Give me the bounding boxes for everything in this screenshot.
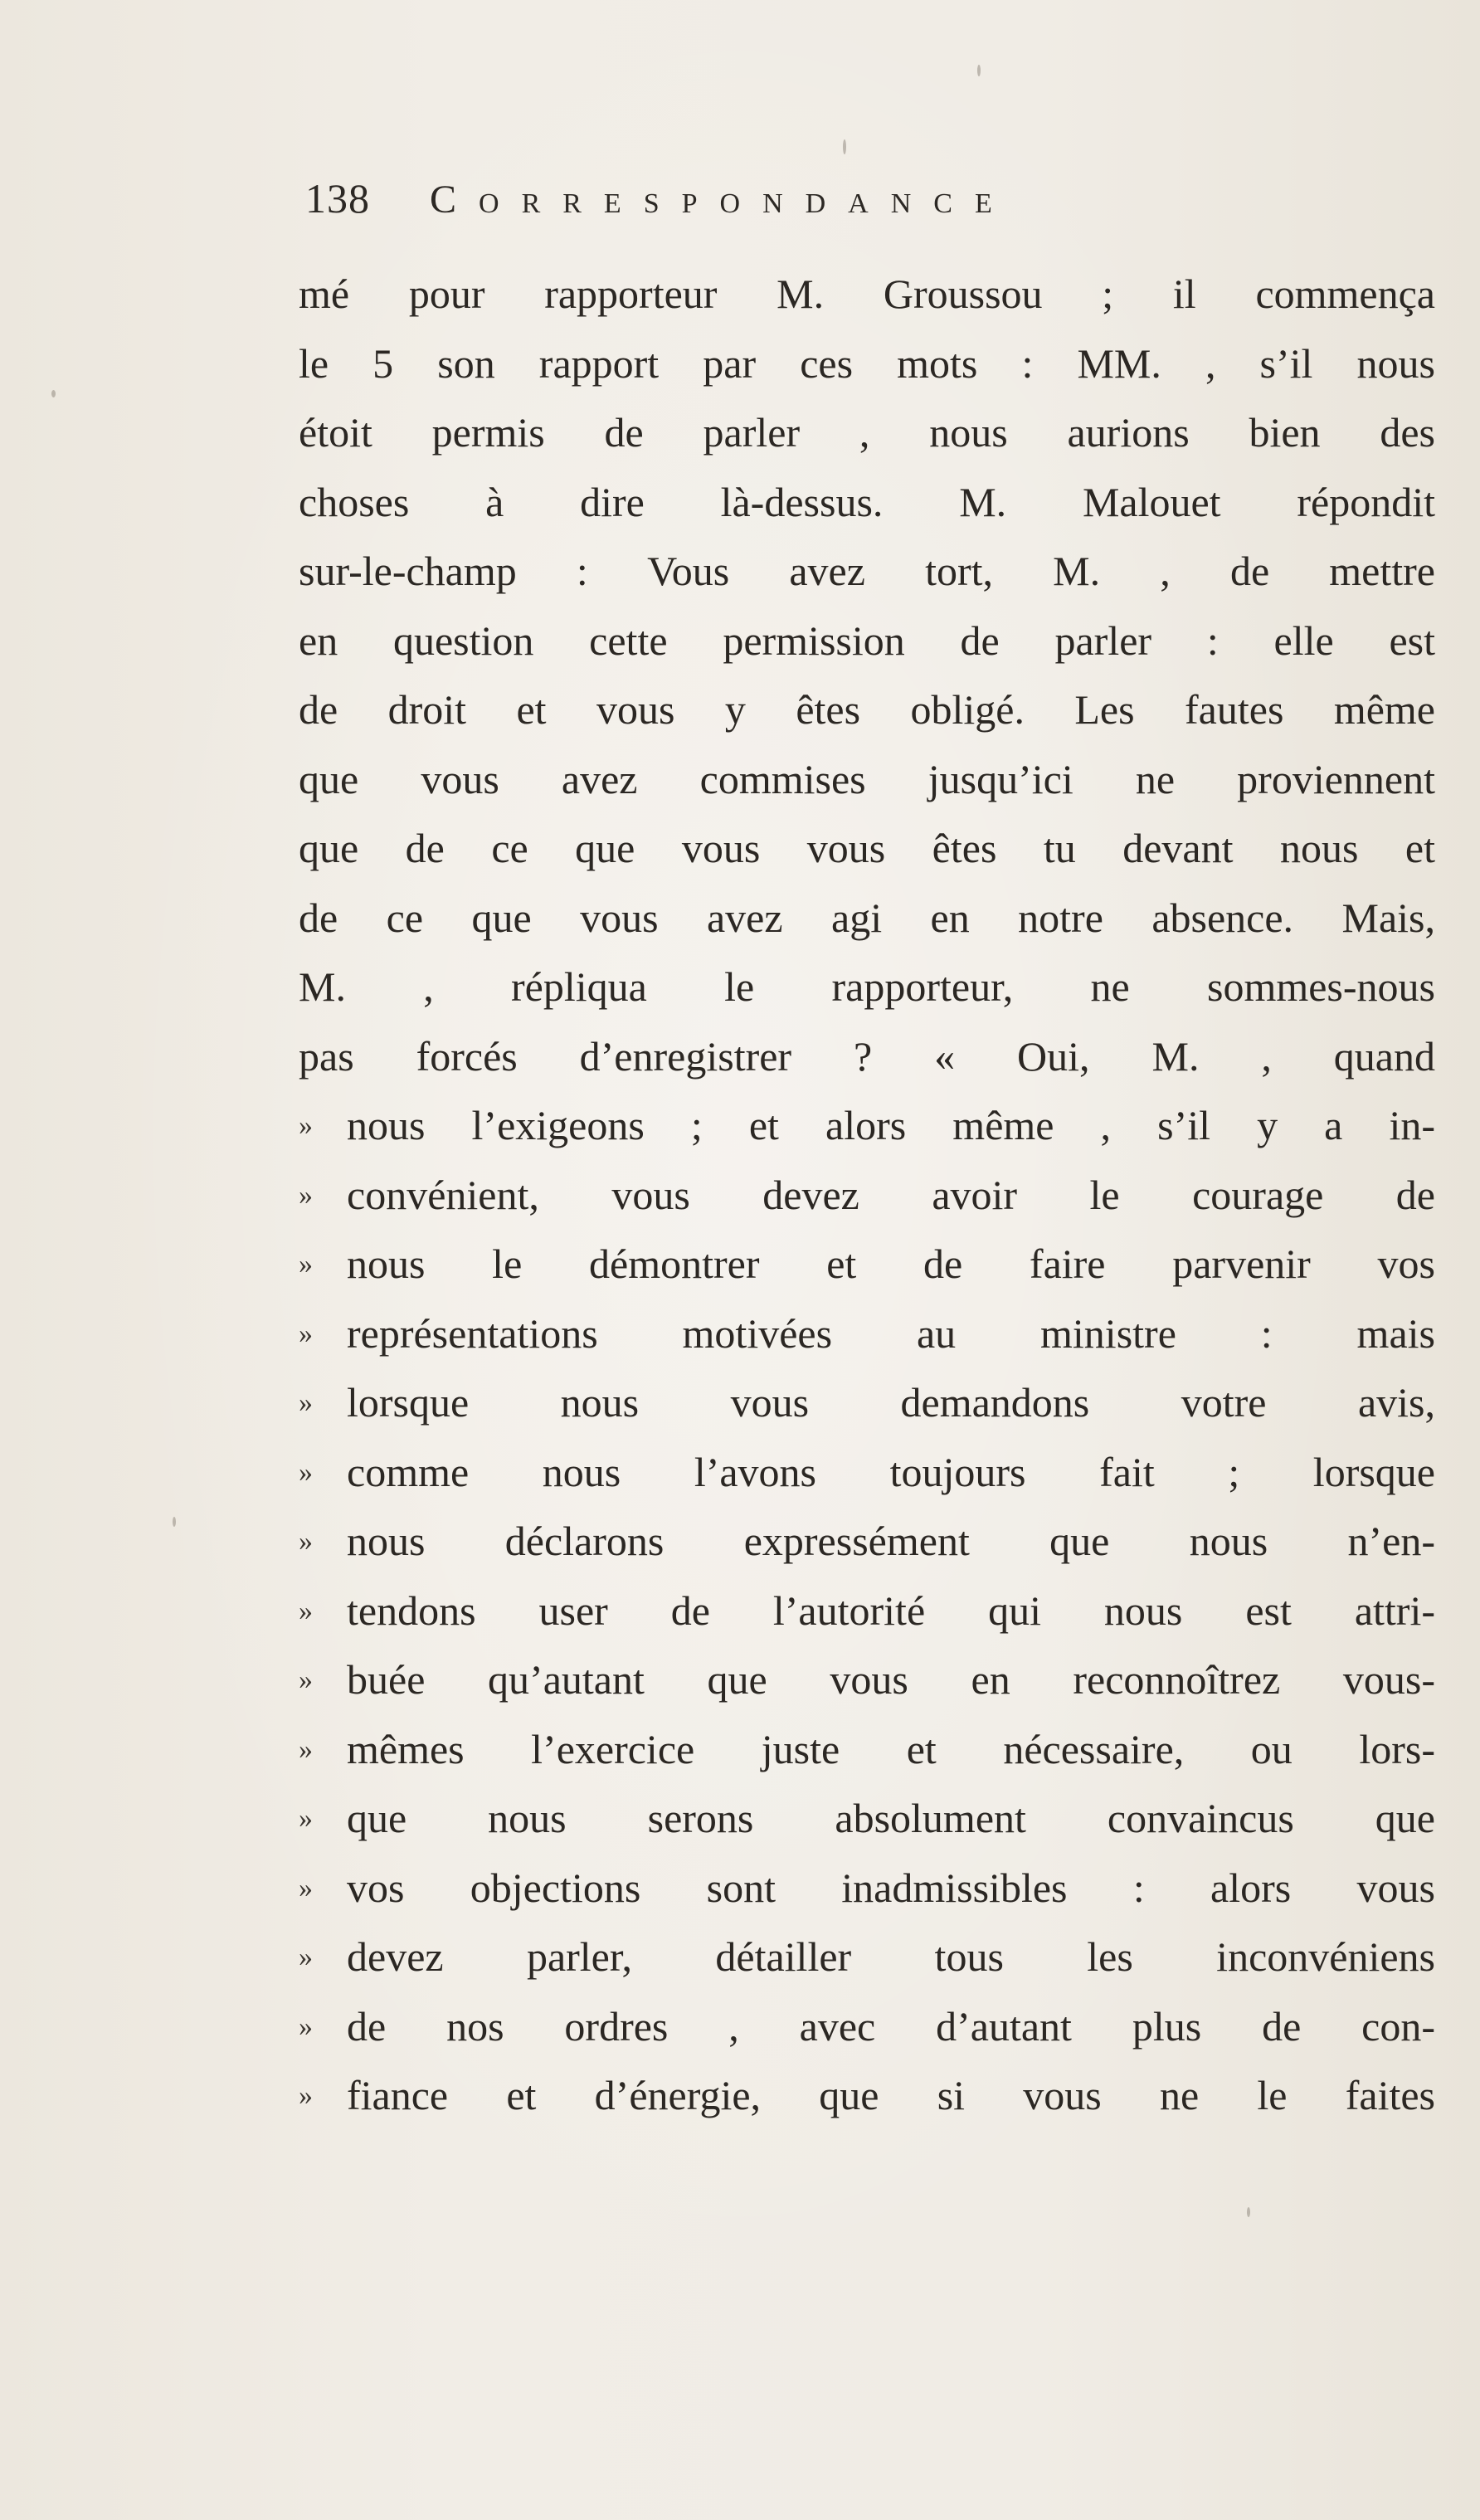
text-line bbox=[299, 1645, 1435, 1715]
quote-mark: » bbox=[299, 1249, 313, 1279]
paper-speck bbox=[51, 390, 56, 397]
quote-mark: » bbox=[299, 1110, 313, 1141]
text-line bbox=[299, 1438, 1435, 1508]
text-line bbox=[299, 1992, 1435, 2062]
line-text: pas forcés d’enregistrer ? « Oui, M. , quand bbox=[299, 1032, 1435, 1080]
line-text: mé pour rapporteur M. Groussou ; il commença bbox=[299, 271, 1435, 317]
line-text: nous déclarons expressément que nous n’en- bbox=[347, 1518, 1435, 1564]
text-line bbox=[299, 1022, 1435, 1092]
quote-mark: » bbox=[299, 1803, 313, 1834]
text-line bbox=[299, 814, 1435, 884]
quote-mark: » bbox=[299, 1872, 313, 1903]
text-line bbox=[299, 745, 1435, 815]
text-line bbox=[299, 1923, 1435, 1992]
quote-mark: » bbox=[299, 1318, 313, 1349]
text-line bbox=[299, 1368, 1435, 1438]
line-text: buée qu’autant que vous en reconnoîtrez vous- bbox=[347, 1656, 1435, 1703]
quote-mark: » bbox=[299, 1387, 313, 1418]
text-line bbox=[299, 260, 1435, 329]
text-line bbox=[299, 398, 1435, 468]
text-line bbox=[299, 1091, 1435, 1161]
quote-mark: » bbox=[299, 1733, 313, 1765]
paper-speck bbox=[843, 139, 846, 154]
text-line bbox=[299, 1161, 1435, 1231]
text-line bbox=[299, 1507, 1435, 1577]
line-text: de droit et vous y êtes obligé. Les fautes même bbox=[299, 686, 1435, 733]
paper-speck bbox=[977, 65, 981, 76]
line-text: convénient, vous devez avoir le courage de bbox=[347, 1171, 1435, 1218]
text-line bbox=[299, 1784, 1435, 1854]
line-text: en question cette permission de parler : elle est bbox=[299, 617, 1435, 664]
line-text: fiance et d’énergie, que si vous ne le faites bbox=[347, 2072, 1435, 2118]
line-text: devez parler, détailler tous les inconvéniens bbox=[347, 1933, 1435, 1980]
line-text: étoit permis de parler , nous aurions bien des bbox=[299, 409, 1435, 456]
text-line bbox=[299, 1299, 1435, 1369]
line-text: de ce que vous avez agi en notre absence. Mais, bbox=[299, 894, 1435, 941]
quote-mark: » bbox=[299, 1665, 313, 1695]
paper-speck bbox=[173, 1517, 176, 1527]
line-text: sur-le-champ : Vous avez tort, M. , de mettre bbox=[299, 548, 1435, 594]
paper-speck bbox=[1247, 2207, 1250, 2217]
quote-mark: » bbox=[299, 1456, 313, 1488]
line-text: que nous serons absolument convaincus que bbox=[347, 1795, 1435, 1841]
line-text: lorsque nous vous demandons votre avis, bbox=[347, 1379, 1435, 1426]
line-text: nous l’exigeons ; et alors même , s’il y a in- bbox=[347, 1102, 1435, 1148]
text-line bbox=[299, 953, 1435, 1022]
text-line bbox=[299, 1577, 1435, 1646]
page-number: 138 bbox=[305, 175, 370, 222]
quote-mark: » bbox=[299, 1526, 313, 1557]
quote-mark: » bbox=[299, 1179, 313, 1211]
line-text: que vous avez commises jusqu’ici ne proviennent bbox=[299, 755, 1435, 802]
line-text: représentations motivées au ministre : mais bbox=[347, 1309, 1435, 1357]
body-text bbox=[299, 260, 1435, 2131]
line-text: le 5 son rapport par ces mots : MM. , s’il nous bbox=[299, 339, 1435, 387]
text-line bbox=[299, 607, 1435, 676]
line-text: que de ce que vous vous êtes tu devant nous et bbox=[299, 825, 1435, 871]
text-line bbox=[299, 1230, 1435, 1299]
text-line bbox=[299, 1854, 1435, 1923]
line-text: M. , répliqua le rapporteur, ne sommes-nous bbox=[299, 963, 1435, 1010]
text-line bbox=[299, 468, 1435, 538]
text-line bbox=[299, 675, 1435, 745]
quote-mark: » bbox=[299, 1942, 313, 1972]
quote-mark: » bbox=[299, 1595, 313, 1626]
line-text: mêmes l’exercice juste et nécessaire, ou lors- bbox=[347, 1725, 1435, 1772]
line-text: nous le démontrer et de faire parvenir vos bbox=[347, 1241, 1435, 1287]
quote-mark: » bbox=[299, 2011, 313, 2042]
running-title: Correspondance bbox=[430, 178, 1015, 222]
running-header bbox=[305, 174, 1259, 241]
line-text: comme nous l’avons toujours fait ; lorsque bbox=[347, 1448, 1435, 1495]
line-text: vos objections sont inadmissibles : alors vous bbox=[347, 1864, 1435, 1911]
text-line bbox=[299, 1715, 1435, 1785]
text-line bbox=[299, 2061, 1435, 2131]
line-text: de nos ordres , avec d’autant plus de con- bbox=[347, 2002, 1435, 2050]
line-text: tendons user de l’autorité qui nous est attri- bbox=[347, 1587, 1435, 1634]
text-line bbox=[299, 537, 1435, 607]
line-text: choses à dire là-dessus. M. Malouet répondit bbox=[299, 478, 1435, 525]
text-line bbox=[299, 329, 1435, 399]
text-line bbox=[299, 884, 1435, 953]
quote-mark: » bbox=[299, 2080, 313, 2111]
